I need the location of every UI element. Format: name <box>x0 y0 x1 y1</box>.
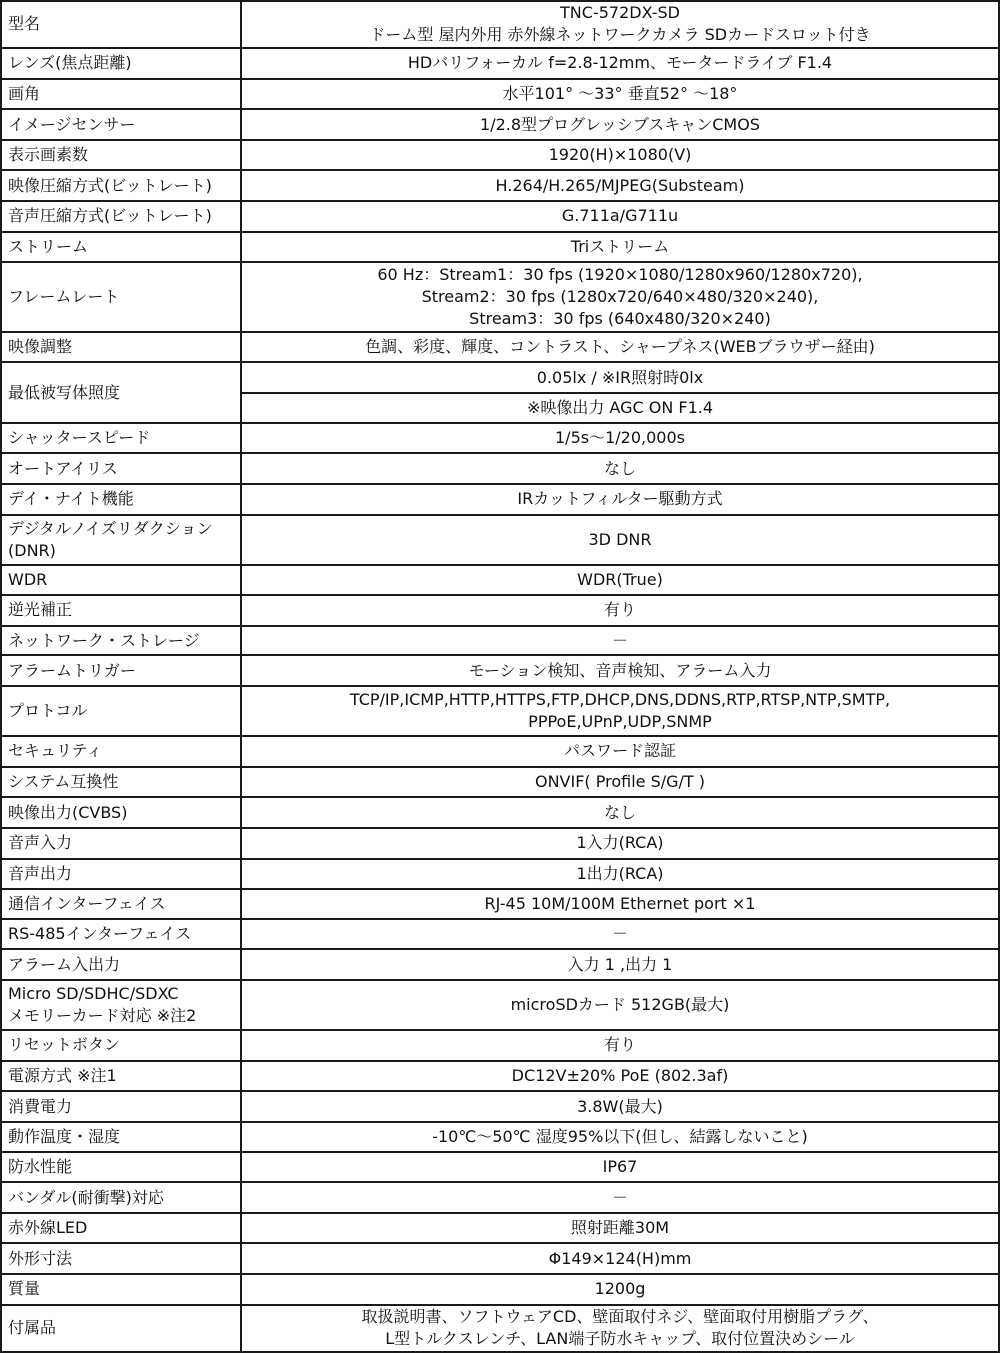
spec-label: 映像圧縮方式(ビットレート) <box>8 175 212 195</box>
spec-row <box>1 262 999 331</box>
spec-label: セキュリティ <box>8 741 103 761</box>
spec-value-cell <box>241 1243 999 1274</box>
spec-value: WDR(True) <box>577 569 663 589</box>
spec-value: IP67 <box>602 1156 638 1176</box>
spec-value-cell <box>241 1182 999 1213</box>
spec-value: Triストリーム <box>570 237 670 257</box>
spec-value-cell <box>241 1 999 48</box>
spec-value-cell <box>241 889 999 919</box>
spec-label: アラーム入出力 <box>8 954 121 974</box>
spec-value-cell <box>241 1274 999 1305</box>
spec-row <box>1 797 999 828</box>
spec-label: イメージセンサー <box>8 114 136 134</box>
spec-label-cell <box>1 362 241 422</box>
spec-label: 付属品 <box>8 1318 57 1338</box>
spec-row <box>1 919 999 950</box>
spec-value-cell <box>241 736 999 767</box>
spec-label-cell <box>1 453 241 484</box>
spec-value: PPPoE,UPnP,UDP,SNMP <box>528 712 712 732</box>
spec-row <box>1 362 999 393</box>
spec-row <box>1 949 999 980</box>
spec-value: 色調、彩度、輝度、コントラスト、シャープネス(WEBブラウザー経由) <box>365 337 875 357</box>
spec-label-cell <box>1 565 241 596</box>
spec-row <box>1 1182 999 1213</box>
spec-value-cell <box>241 1305 999 1352</box>
spec-value-cell <box>241 423 999 454</box>
spec-row <box>1 232 999 263</box>
spec-value: RJ-45 10M/100M Ethernet port ×1 <box>484 893 756 913</box>
spec-value: HDバリフォーカル f=2.8-12mm、モータードライブ F1.4 <box>407 53 833 73</box>
spec-value: － <box>611 1187 628 1207</box>
spec-value: ONVIF( Profile S/G/T ) <box>534 772 706 791</box>
spec-label: 動作温度・湿度 <box>8 1126 121 1146</box>
spec-value-cell <box>241 109 999 140</box>
spec-value: Φ149×124(H)mm <box>548 1248 692 1268</box>
spec-label-cell <box>1 1122 241 1152</box>
spec-label-cell <box>1 201 241 232</box>
spec-label-cell <box>1 595 241 626</box>
spec-row <box>1 1 999 48</box>
spec-value: 0.05lx / ※IR照射時0lx <box>536 367 704 387</box>
spec-label: ネットワーク・ストレージ <box>8 630 200 650</box>
spec-label-cell <box>1 515 241 565</box>
spec-value: 入力 1 ,出力 1 <box>567 954 673 974</box>
spec-label-cell <box>1 1091 241 1122</box>
spec-label: (DNR) <box>8 540 56 560</box>
spec-value: モーション検知、音声検知、アラーム入力 <box>468 660 772 680</box>
spec-value-cell <box>241 626 999 656</box>
spec-label-cell <box>1 170 241 201</box>
spec-label-cell <box>1 859 241 890</box>
spec-row <box>1 423 999 454</box>
spec-value-cell <box>241 332 999 363</box>
spec-row <box>1 170 999 201</box>
spec-value: Stream3：30 fps (640x480/320×240) <box>469 309 771 329</box>
spec-row <box>1 859 999 890</box>
spec-value-cell <box>241 949 999 980</box>
spec-value: 1入力(RCA) <box>576 833 664 853</box>
spec-label-cell <box>1 1061 241 1092</box>
spec-row <box>1 736 999 767</box>
spec-label-cell <box>1 767 241 798</box>
spec-value: 1出力(RCA) <box>576 863 664 883</box>
spec-label: RS-485インターフェイス <box>8 924 192 944</box>
spec-label: 映像出力(CVBS) <box>8 802 128 822</box>
spec-label: レンズ(焦点距離) <box>8 53 132 73</box>
spec-value-cell <box>241 1091 999 1122</box>
spec-row <box>1 595 999 626</box>
spec-label: 型名 <box>8 14 41 34</box>
spec-label: 音声出力 <box>8 863 73 883</box>
spec-value: － <box>611 630 628 650</box>
spec-row <box>1 565 999 596</box>
spec-label: 質量 <box>8 1279 41 1299</box>
spec-value: microSDカード 512GB(最大) <box>510 995 730 1015</box>
spec-label: リセットボタン <box>8 1035 120 1055</box>
spec-label: バンダル(耐衝撃)対応 <box>8 1187 164 1207</box>
spec-row <box>1 1091 999 1122</box>
spec-label-cell <box>1 1305 241 1352</box>
spec-value-cell <box>241 828 999 859</box>
spec-row <box>1 140 999 171</box>
spec-label-cell <box>1 423 241 454</box>
spec-row <box>1 1213 999 1244</box>
spec-label-cell <box>1 889 241 919</box>
spec-label: 音声圧縮方式(ビットレート) <box>8 206 212 226</box>
spec-value-cell <box>241 797 999 828</box>
spec-value: 3.8W(最大) <box>577 1096 663 1116</box>
spec-label-cell <box>1 655 241 686</box>
spec-row <box>1 828 999 859</box>
spec-row <box>1 626 999 656</box>
spec-value: G.711a/G711u <box>561 206 679 226</box>
spec-value-cell <box>241 980 999 1030</box>
spec-row <box>1 1305 999 1352</box>
spec-value: 取扱説明書、ソフトウェアCD、壁面取付ネジ、壁面取付用樹脂プラグ、 <box>361 1307 879 1327</box>
spec-value: 1200g <box>594 1279 646 1299</box>
spec-value: なし <box>603 802 636 822</box>
spec-label-cell <box>1 1274 241 1305</box>
spec-label: アラームトリガー <box>8 660 136 680</box>
spec-label: メモリーカード対応 ※注2 <box>8 1006 197 1026</box>
spec-value-cell <box>241 362 999 393</box>
spec-value-cell <box>241 48 999 79</box>
spec-value-cell <box>241 1061 999 1092</box>
spec-value-cell <box>241 1030 999 1061</box>
spec-label: 通信インターフェイス <box>8 893 166 913</box>
spec-value: Stream2：30 fps (1280x720/640×480/320×240), <box>421 287 819 307</box>
spec-value: なし <box>603 458 636 478</box>
spec-label-cell <box>1 980 241 1030</box>
spec-label: プロトコル <box>8 701 88 721</box>
spec-label-cell <box>1 1 241 48</box>
spec-value-cell <box>241 1122 999 1152</box>
spec-label-cell <box>1 262 241 331</box>
spec-value: 1/2.8型プログレッシブスキャンCMOS <box>480 114 760 134</box>
spec-label: 外形寸法 <box>8 1248 73 1268</box>
spec-label: WDR <box>8 569 48 589</box>
spec-label-cell <box>1 232 241 263</box>
spec-label-cell <box>1 109 241 140</box>
spec-label: 音声入力 <box>8 833 73 853</box>
spec-label-cell <box>1 828 241 859</box>
spec-label: ストリーム <box>8 237 89 257</box>
spec-label: 消費電力 <box>8 1096 73 1116</box>
spec-value: 有り <box>603 600 636 620</box>
spec-label-cell <box>1 949 241 980</box>
spec-label-cell <box>1 1243 241 1274</box>
spec-value: 60 Hz：Stream1：30 fps (1920×1080/1280x960/1280x720), <box>377 265 863 285</box>
spec-value-cell <box>241 565 999 596</box>
spec-label-cell <box>1 1152 241 1183</box>
spec-label: 最低被写体照度 <box>8 382 121 402</box>
spec-value: TCP/IP,ICMP,HTTP,HTTPS,FTP,DHCP,DNS,DDNS,RTP,RTSP,NTP,SMTP, <box>349 690 891 710</box>
spec-row <box>1 1030 999 1061</box>
spec-value-cell <box>241 232 999 263</box>
spec-row <box>1 515 999 565</box>
spec-value-cell <box>241 919 999 950</box>
spec-label: 防水性能 <box>8 1156 73 1176</box>
spec-label-cell <box>1 48 241 79</box>
spec-value: 照射距離30M <box>570 1218 670 1238</box>
spec-label-cell <box>1 332 241 363</box>
spec-label-cell <box>1 484 241 515</box>
spec-label-cell <box>1 686 241 736</box>
spec-value: 有り <box>603 1035 636 1055</box>
spec-label: システム互換性 <box>8 772 119 791</box>
spec-label-cell <box>1 626 241 656</box>
spec-row <box>1 1243 999 1274</box>
spec-value-cell <box>241 767 999 798</box>
spec-value-cell <box>241 484 999 515</box>
spec-value: 1920(H)×1080(V) <box>548 145 692 165</box>
spec-value: － <box>611 924 628 944</box>
spec-row <box>1 1122 999 1152</box>
spec-label: 画角 <box>8 83 41 103</box>
spec-row <box>1 201 999 232</box>
spec-row <box>1 109 999 140</box>
spec-value: ※映像出力 AGC ON F1.4 <box>526 397 714 417</box>
spec-row <box>1 980 999 1030</box>
spec-value: DC12V±20% PoE (802.3af) <box>511 1066 729 1086</box>
spec-row <box>1 1061 999 1092</box>
spec-value: パスワード認証 <box>563 741 676 761</box>
spec-label: オートアイリス <box>8 458 118 478</box>
spec-table-body <box>1 1 999 1352</box>
spec-label: 電源方式 ※注1 <box>8 1066 117 1086</box>
spec-label: デイ・ナイト機能 <box>8 489 134 509</box>
spec-label: デジタルノイズリダクション <box>8 518 213 538</box>
spec-label: フレームレート <box>8 287 120 307</box>
spec-value-cell <box>241 655 999 686</box>
spec-value: TNC-572DX-SD <box>560 3 680 23</box>
spec-value-cell <box>241 140 999 171</box>
spec-row <box>1 1274 999 1305</box>
spec-value-cell <box>241 595 999 626</box>
spec-label: Micro SD/SDHC/SDXC <box>8 984 179 1004</box>
spec-row <box>1 484 999 515</box>
spec-row <box>1 79 999 110</box>
spec-label: 逆光補正 <box>8 600 73 620</box>
spec-value: -10℃～50℃ 湿度95%以下(但し、結露しないこと) <box>432 1126 808 1146</box>
spec-value-cell <box>241 1152 999 1183</box>
spec-value: H.264/H.265/MJPEG(Substeam) <box>495 175 745 195</box>
spec-row <box>1 332 999 363</box>
spec-value-cell <box>241 79 999 110</box>
spec-row <box>1 1152 999 1183</box>
spec-value-cell <box>241 859 999 890</box>
spec-label-cell <box>1 797 241 828</box>
spec-value-cell <box>241 201 999 232</box>
spec-row <box>1 48 999 79</box>
spec-label: 表示画素数 <box>8 145 89 165</box>
spec-value: 1/5s～1/20,000s <box>555 427 685 447</box>
spec-label: 映像調整 <box>8 337 73 357</box>
spec-value-cell <box>241 1213 999 1244</box>
spec-value-cell <box>241 393 999 423</box>
spec-row <box>1 655 999 686</box>
spec-value: L型トルクスレンチ、LAN端子防水キャップ、取付位置決めシール <box>385 1329 855 1349</box>
spec-label-cell <box>1 1182 241 1213</box>
spec-value-cell <box>241 262 999 331</box>
spec-value: 水平101° ～33° 垂直52° ～18° <box>502 83 738 103</box>
spec-row <box>1 767 999 798</box>
spec-value: IRカットフィルター駆動方式 <box>517 489 723 509</box>
spec-row <box>1 686 999 736</box>
spec-value: ドーム型 屋内外用 赤外線ネットワークカメラ SDカードスロット付き <box>369 25 871 45</box>
spec-value-cell <box>241 170 999 201</box>
spec-label-cell <box>1 736 241 767</box>
spec-value-cell <box>241 686 999 736</box>
spec-label: 赤外線LED <box>8 1218 88 1238</box>
spec-label-cell <box>1 1030 241 1061</box>
spec-row <box>1 889 999 919</box>
spec-label-cell <box>1 140 241 171</box>
spec-label-cell <box>1 919 241 950</box>
spec-value-cell <box>241 453 999 484</box>
spec-row <box>1 453 999 484</box>
spec-label-cell <box>1 1213 241 1244</box>
spec-label-cell <box>1 79 241 110</box>
spec-label: シャッタースピード <box>8 427 151 447</box>
spec-value: 3D DNR <box>588 529 652 549</box>
spec-value-cell <box>241 515 999 565</box>
